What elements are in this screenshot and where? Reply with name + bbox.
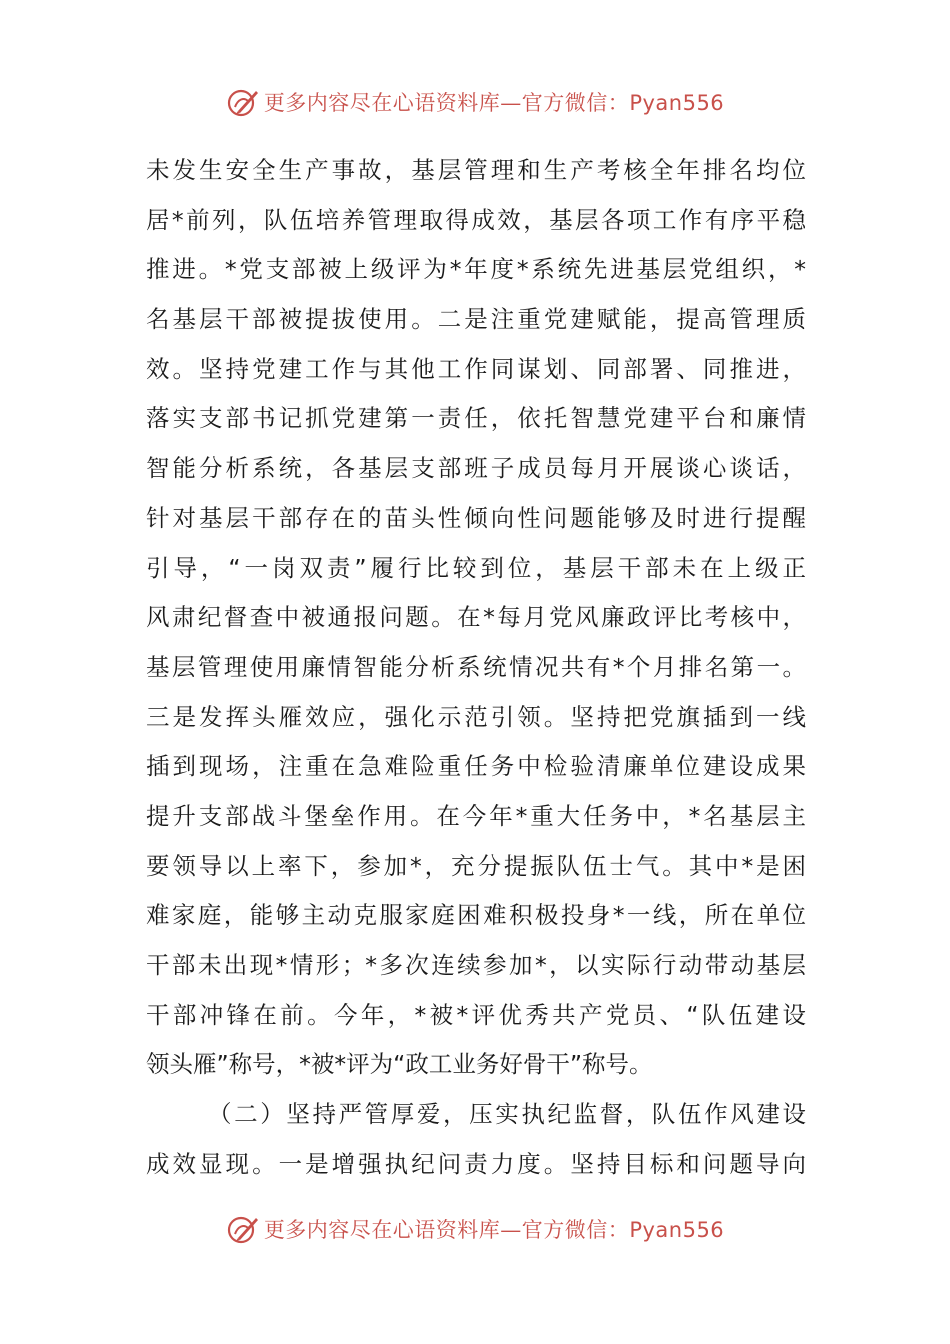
text-line: 干部未出现*情形；*多次连续参加*，以实际行动带动基层	[146, 951, 806, 979]
section-heading-line: （二）坚持严管厚爱，压实执纪监督，队伍作风建设	[208, 1100, 806, 1129]
text-line: 推进。*党支部被上级评为*年度*系统先进基层党组织，*	[146, 255, 806, 284]
text-line: 智能分析系统，各基层支部班子成员每月开展谈心谈话，	[146, 454, 806, 483]
footer-watermark	[0, 1209, 950, 1249]
text-line: 三是发挥头雁效应，强化示范引领。坚持把党旗插到一线	[146, 702, 806, 731]
text-line: 要领导以上率下，参加*，充分提振队伍士气。其中*是困	[146, 851, 806, 880]
text-line: 落实支部书记抓党建第一责任，依托智慧党建平台和廉情	[146, 404, 806, 433]
text-line: 引导，“一岗双责”履行比较到位，基层干部未在上级正	[146, 553, 806, 582]
text-line: 效。坚持党建工作与其他工作同谋划、同部署、同推进，	[146, 354, 806, 383]
text-line: 成效显现。一是增强执纪问责力度。坚持目标和问题导向	[146, 1149, 806, 1178]
text-line: 干部冲锋在前。今年，*被*评优秀共产党员、“队伍建设	[146, 1000, 806, 1029]
text-line: 难家庭，能够主动克服家庭困难积极投身*一线，所在单位	[146, 901, 806, 930]
header-watermark	[0, 82, 950, 122]
text-line: 风肃纪督查中被通报问题。在*每月党风廉政评比考核中，	[146, 603, 806, 632]
document-body	[146, 146, 806, 1189]
wechat-id: Pyan556	[629, 91, 725, 115]
pen-logo-icon	[226, 1212, 260, 1246]
text-line: 基层管理使用廉情智能分析系统情况共有*个月排名第一。	[146, 652, 806, 681]
text-line: 针对基层干部存在的苗头性倾向性问题能够及时进行提醒	[146, 503, 806, 532]
banner-text: 更多内容尽在心语资料库—官方微信：	[263, 91, 630, 115]
text-line: 未发生安全生产事故，基层管理和生产考核全年排名均位	[146, 156, 806, 184]
paragraph-end-line: 领头雁”称号，*被*评为“政工业务好骨干”称号。	[146, 1050, 653, 1079]
text-line: 居*前列，队伍培养管理取得成效，基层各项工作有序平稳	[146, 205, 806, 234]
wechat-id: Pyan556	[629, 1218, 725, 1242]
text-line: 提升支部战斗堡垒作用。在今年*重大任务中，*名基层主	[146, 801, 806, 830]
text-line: 插到现场，注重在急难险重任务中检验清廉单位建设成果	[146, 752, 806, 781]
banner-text: 更多内容尽在心语资料库—官方微信：	[263, 1218, 630, 1242]
pen-logo-icon	[226, 85, 260, 119]
text-line: 名基层干部被提拔使用。二是注重党建赋能，提高管理质	[146, 305, 806, 334]
